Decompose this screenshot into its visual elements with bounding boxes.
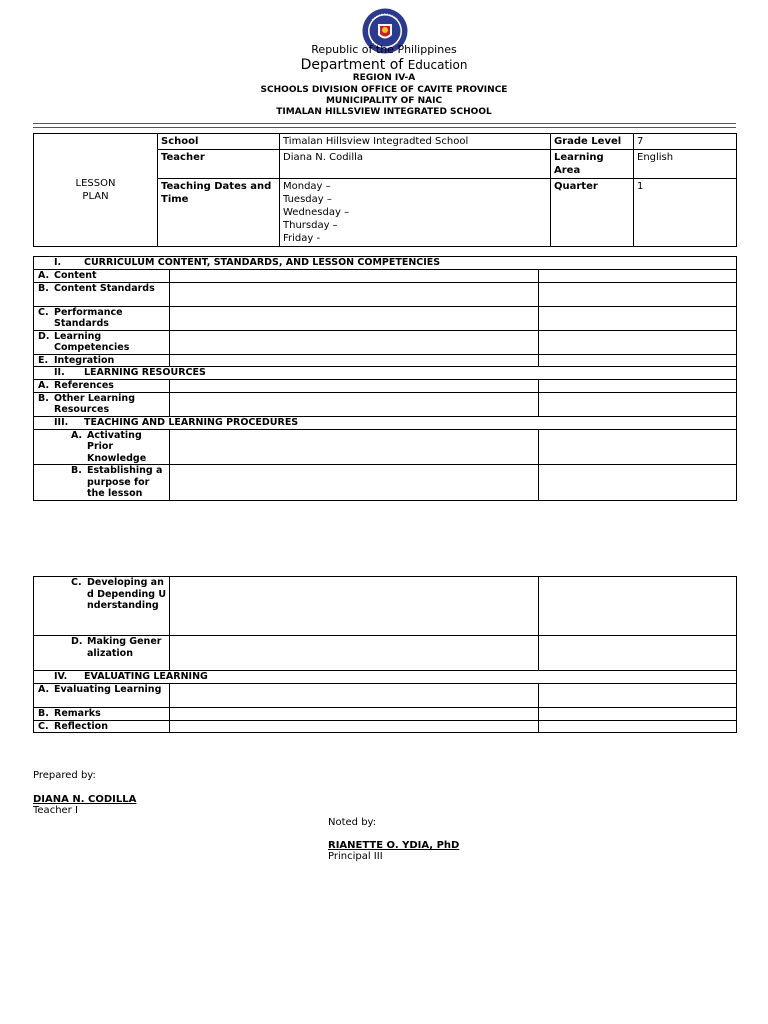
item-text: Activating Prior Knowledge — [87, 429, 147, 464]
section-2-number: II. — [54, 367, 65, 378]
noted-by-name: RIANETTE O. YDIA, PhD — [328, 840, 460, 851]
item-mark: B. — [71, 465, 82, 476]
evaluating-learning-cell[interactable] — [170, 684, 539, 708]
section-1-header — [34, 257, 737, 270]
lesson-info-table — [33, 133, 737, 247]
item-mark: C. — [71, 577, 82, 588]
reflection-notes-cell[interactable] — [539, 720, 737, 733]
activating-prior-knowledge-cell[interactable] — [170, 429, 539, 465]
item-mark: A. — [38, 380, 50, 391]
date-friday: Friday - — [283, 233, 321, 244]
item-mark: B. — [38, 282, 49, 294]
learning-area-value: English — [634, 150, 737, 179]
teacher-label: Teacher — [158, 150, 280, 179]
item-mark: B. — [38, 392, 49, 404]
header-republic: Republic of the Philippines — [311, 43, 457, 56]
header-school: TIMALAN HILLSVIEW INTEGRATED SCHOOL — [276, 107, 492, 117]
item-text: Other Learning Resources — [54, 392, 135, 415]
item-mark: A. — [71, 429, 83, 441]
lesson-plan-label — [34, 134, 158, 247]
item-text: Content — [54, 270, 97, 281]
section-4-number: IV. — [54, 671, 68, 682]
other-resources-notes-cell[interactable] — [539, 392, 737, 416]
item-mark: A. — [38, 270, 50, 281]
row-establishing-purpose-label — [34, 465, 170, 501]
learning-competencies-cell[interactable] — [170, 330, 539, 354]
performance-standards-notes-cell[interactable] — [539, 306, 737, 330]
item-mark: E. — [38, 354, 49, 366]
remarks-cell[interactable] — [170, 708, 539, 721]
developing-understanding-cell[interactable] — [170, 577, 539, 636]
content-cell[interactable] — [170, 270, 539, 283]
section-4-header — [34, 671, 737, 684]
item-mark: D. — [71, 636, 83, 647]
row-making-generalization-label — [34, 636, 170, 671]
item-text: Learning Competencies — [54, 330, 130, 353]
item-text: Content Standards — [54, 282, 155, 294]
item-text: Performance Standards — [54, 306, 123, 329]
quarter-value: 1 — [634, 179, 737, 247]
row-reflection-label — [34, 720, 170, 733]
item-text: Integration — [54, 354, 115, 366]
content-standards-cell[interactable] — [170, 282, 539, 306]
item-text: Reflection — [54, 720, 108, 732]
making-generalization-notes-cell[interactable] — [539, 636, 737, 671]
lesson-plan-word-1: LESSON — [75, 178, 116, 189]
section-1-title: CURRICULUM CONTENT, STANDARDS, AND LESSON COMPETENCIES — [84, 257, 441, 268]
item-text: Making Generalization — [87, 636, 162, 659]
learning-competencies-notes-cell[interactable] — [539, 330, 737, 354]
noted-by-label: Noted by: — [328, 817, 377, 828]
references-notes-cell[interactable] — [539, 380, 737, 393]
header-division: SCHOOLS DIVISION OFFICE OF CAVITE PROVINCE — [260, 85, 508, 95]
date-monday: Monday – — [283, 181, 331, 192]
teaching-dates-label: Teaching Dates and Time — [158, 179, 280, 247]
school-label: School — [158, 134, 280, 150]
date-wednesday: Wednesday – — [283, 207, 350, 218]
lesson-plan-table-part-2 — [33, 576, 737, 733]
item-mark: B. — [38, 708, 49, 719]
row-content-label — [34, 270, 170, 283]
row-content-standards-label — [34, 282, 170, 306]
learning-area-label: Learning Area — [551, 150, 634, 179]
header-department — [0, 57, 768, 73]
reflection-cell[interactable] — [170, 720, 539, 733]
remarks-notes-cell[interactable] — [539, 708, 737, 721]
row-remarks-label — [34, 708, 170, 721]
section-1-number: I. — [54, 257, 62, 268]
prepared-by-label: Prepared by: — [33, 770, 96, 781]
references-cell[interactable] — [170, 380, 539, 393]
evaluating-learning-notes-cell[interactable] — [539, 684, 737, 708]
developing-understanding-notes-cell[interactable] — [539, 577, 737, 636]
row-other-resources-label — [34, 392, 170, 416]
teaching-dates-value — [280, 179, 551, 247]
item-text: Evaluating Learning — [54, 684, 162, 695]
header-education-word: Education — [407, 58, 468, 72]
date-tuesday: Tuesday – — [283, 194, 332, 205]
lesson-plan-table-part-1 — [33, 256, 737, 501]
row-activating-prior-knowledge-label — [34, 429, 170, 465]
teacher-value: Diana N. Codilla — [280, 150, 551, 179]
section-3-title: TEACHING AND LEARNING PROCEDURES — [84, 416, 299, 428]
integration-cell[interactable] — [170, 354, 539, 367]
header-region: REGION IV-A — [352, 73, 416, 83]
prepared-by-block — [33, 794, 136, 816]
establishing-purpose-cell[interactable] — [170, 465, 539, 501]
establishing-purpose-notes-cell[interactable] — [539, 465, 737, 501]
item-text: References — [54, 380, 114, 391]
row-evaluating-learning-label — [34, 684, 170, 708]
item-mark: C. — [38, 306, 49, 318]
section-2-title: LEARNING RESOURCES — [84, 367, 206, 378]
item-mark: A. — [38, 684, 50, 695]
noted-by-title: Principal III — [328, 851, 383, 862]
grade-level-value: 7 — [634, 134, 737, 150]
noted-by-block — [328, 840, 459, 862]
lesson-plan-word-2: PLAN — [82, 191, 109, 202]
row-integration-label — [34, 354, 170, 367]
section-2-header — [34, 367, 737, 380]
header-rule-top — [33, 123, 736, 124]
row-learning-competencies-label — [34, 330, 170, 354]
section-3-header — [34, 416, 737, 429]
section-3-number: III. — [54, 416, 69, 428]
header-rule-bottom — [33, 127, 736, 128]
prepared-by-title: Teacher I — [33, 805, 78, 816]
making-generalization-cell[interactable] — [170, 636, 539, 671]
integration-notes-cell[interactable] — [539, 354, 737, 367]
item-text: Developing and Depending Understanding — [87, 577, 167, 611]
item-text: Establishing a purpose for the lesson — [87, 465, 163, 499]
row-references-label — [34, 380, 170, 393]
grade-level-label: Grade Level — [551, 134, 634, 150]
other-resources-cell[interactable] — [170, 392, 539, 416]
item-mark: C. — [38, 720, 49, 732]
item-mark: D. — [38, 330, 50, 342]
header-municipality: MUNICIPALITY OF NAIC — [325, 96, 443, 106]
row-developing-understanding-label — [34, 577, 170, 636]
header-department-word: Department of — [300, 57, 404, 73]
activating-prior-knowledge-notes-cell[interactable] — [539, 429, 737, 465]
school-value: Timalan Hillsview Integradted School — [280, 134, 551, 150]
prepared-by-name: DIANA N. CODILLA — [33, 794, 137, 805]
content-standards-notes-cell[interactable] — [539, 282, 737, 306]
item-text: Remarks — [54, 708, 101, 719]
performance-standards-cell[interactable] — [170, 306, 539, 330]
section-4-title: EVALUATING LEARNING — [84, 671, 208, 682]
content-notes-cell[interactable] — [539, 270, 737, 283]
quarter-label: Quarter — [551, 179, 634, 247]
date-thursday: Thursday – — [283, 220, 338, 231]
row-performance-standards-label — [34, 306, 170, 330]
